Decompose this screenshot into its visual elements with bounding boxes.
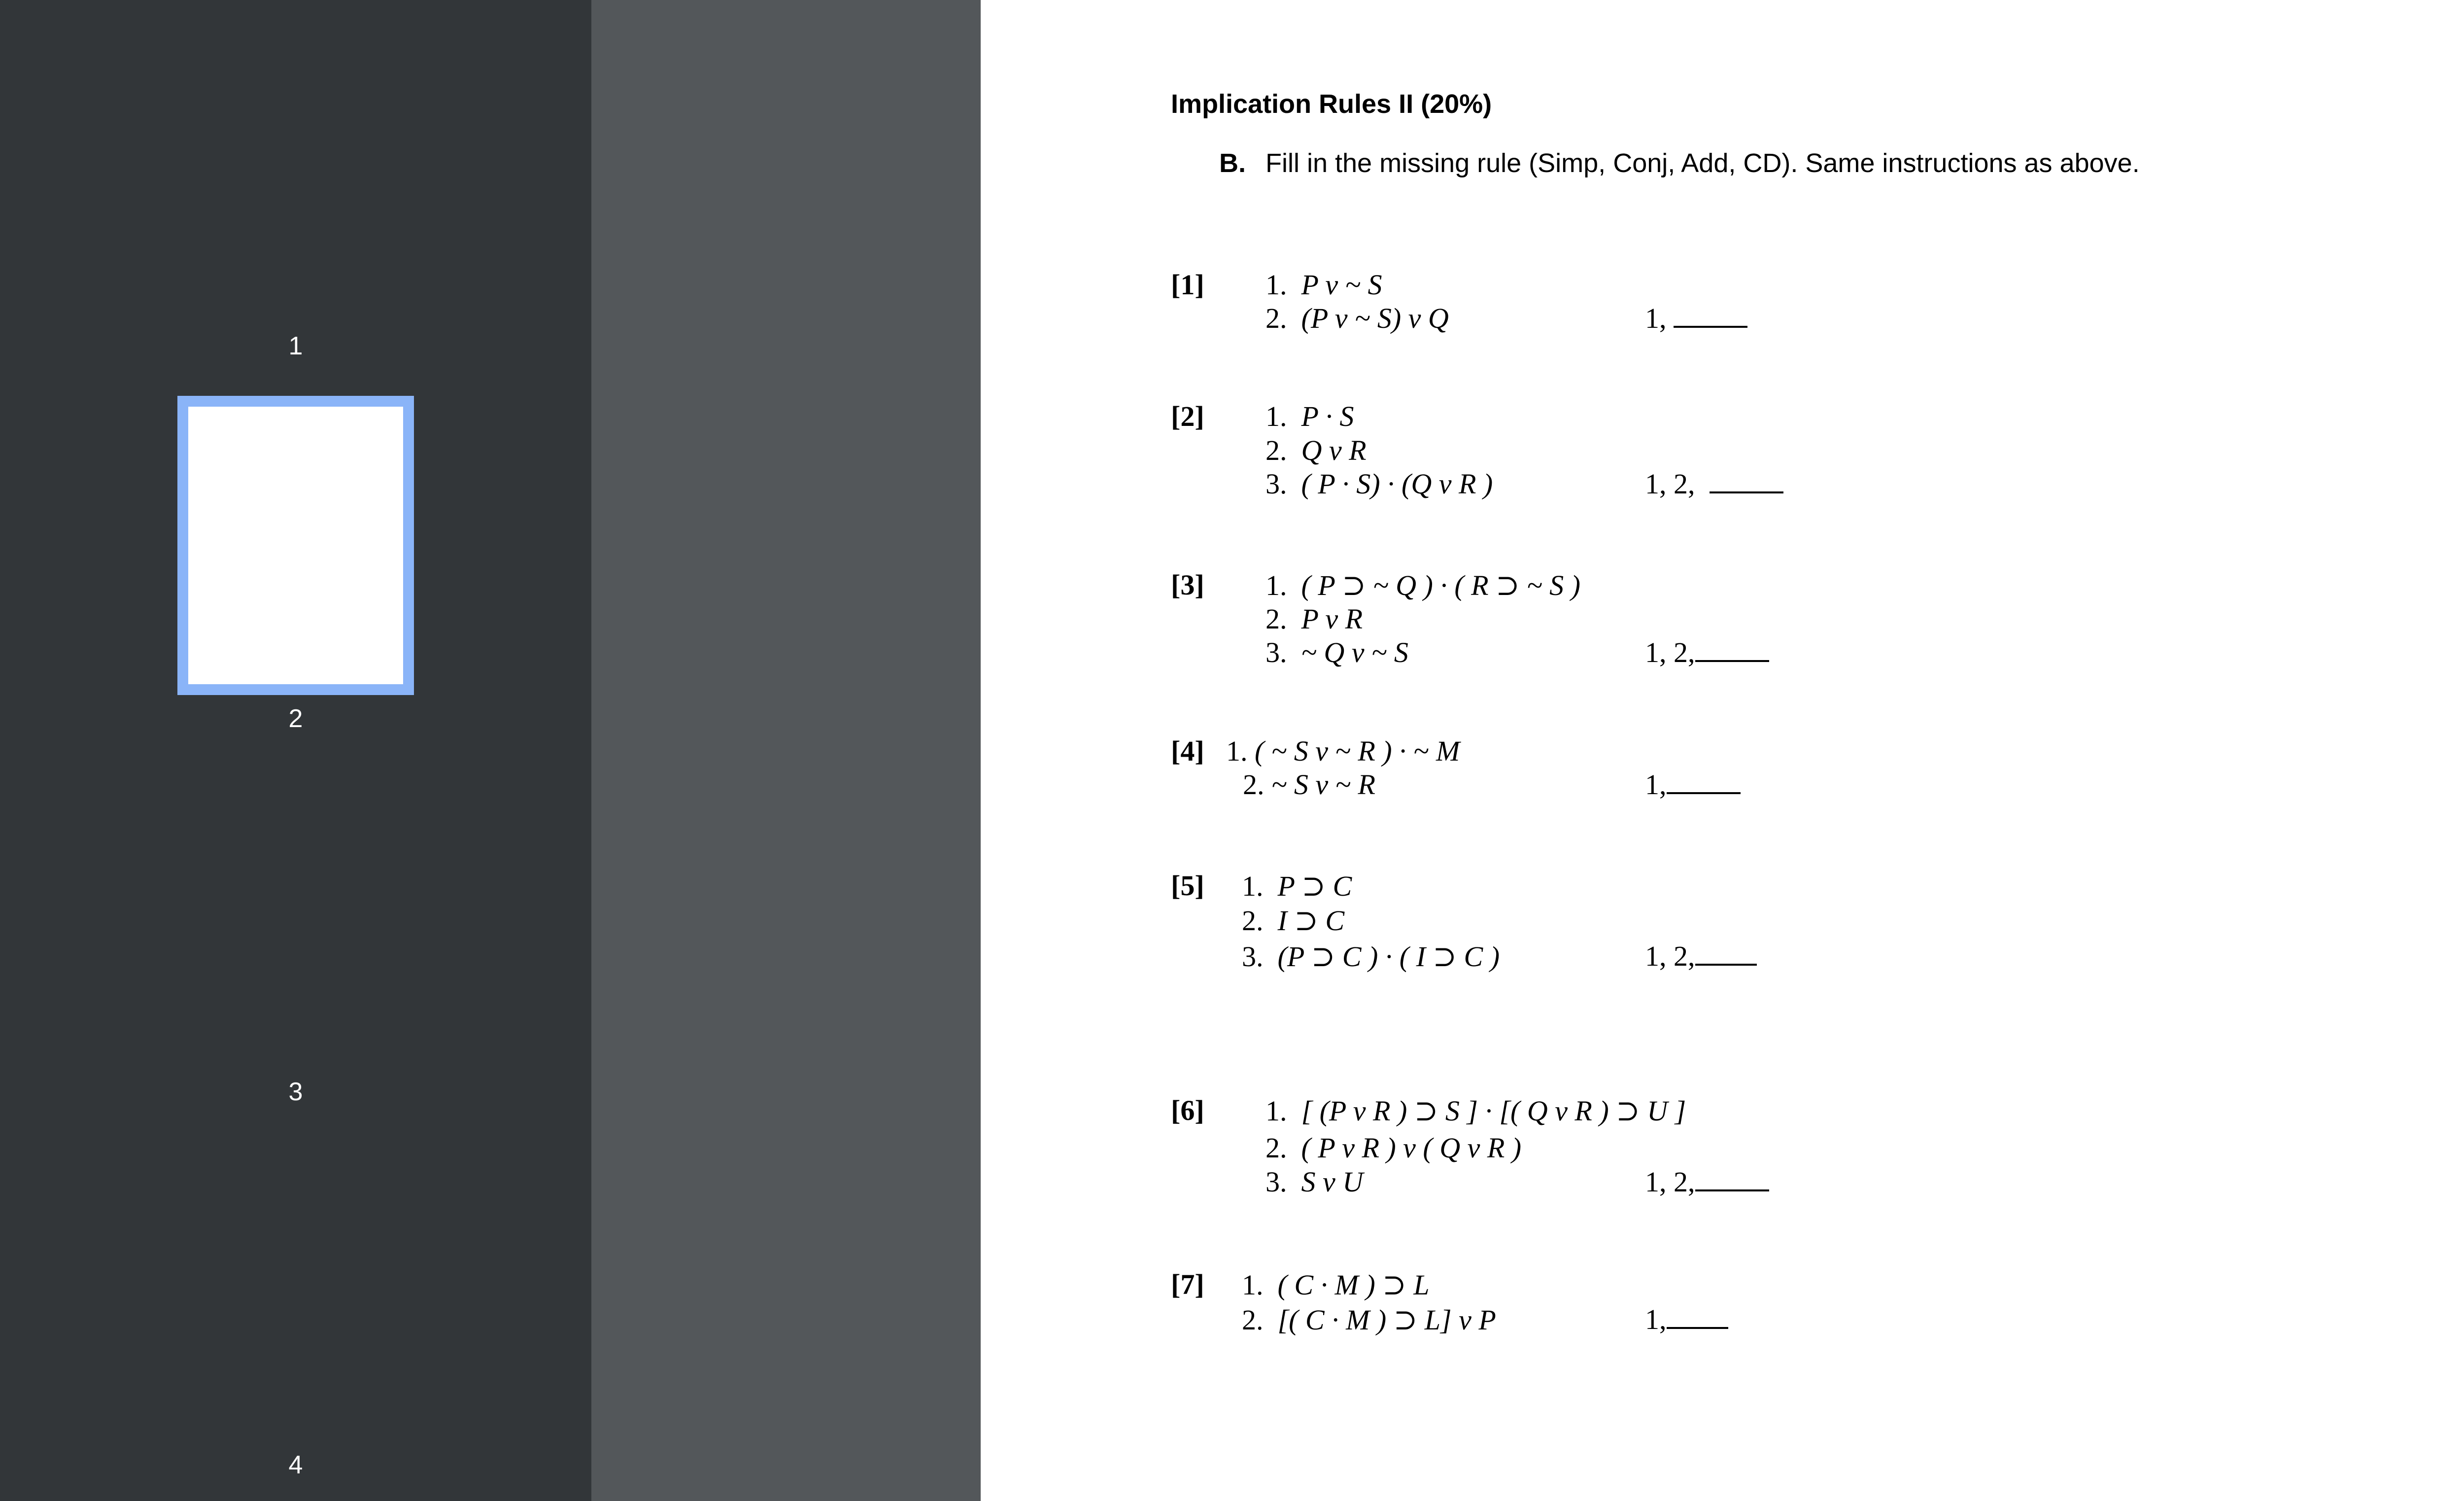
thumbnail-sidebar xyxy=(0,0,591,1501)
line-number: 1. xyxy=(1266,400,1287,432)
line-number: 1. xyxy=(1242,1269,1264,1301)
line-expression: ( P v R ) v ( Q v R ) xyxy=(1301,1132,1522,1164)
line-number: 1. xyxy=(1226,735,1248,767)
line-expression: (P ⊃ C ) · ( I ⊃ C ) xyxy=(1277,941,1500,973)
justification xyxy=(1645,1165,1769,1198)
thumbnail-label-3[interactable]: 3 xyxy=(288,1078,303,1106)
proof-line xyxy=(1242,1303,1496,1336)
section-heading: Implication Rules II (20%) xyxy=(1171,89,1492,119)
line-number: 2. xyxy=(1242,1304,1264,1336)
thumbnail-page-2-selected[interactable] xyxy=(177,396,414,695)
line-expression: ( P · S) · (Q v R ) xyxy=(1301,468,1493,500)
answer-blank[interactable] xyxy=(1695,636,1769,662)
line-expression: [( C · M ) ⊃ L] v P xyxy=(1277,1304,1496,1336)
justification-lines: 1, 2, xyxy=(1645,1166,1695,1198)
line-number: 1. xyxy=(1266,1095,1287,1127)
justification-lines: 1, 2, xyxy=(1645,468,1695,500)
line-number: 2. xyxy=(1266,603,1287,635)
line-number: 1. xyxy=(1266,569,1287,601)
justification xyxy=(1645,768,1741,801)
instructions-text: Fill in the missing rule (Simp, Conj, Add, CD). Same instructions as above. xyxy=(1266,148,2140,178)
line-number: 1. xyxy=(1242,870,1264,902)
justification xyxy=(1645,302,1747,335)
line-expression: S v U xyxy=(1301,1166,1364,1198)
line-expression: ( P ⊃ ~ Q ) · ( R ⊃ ~ S ) xyxy=(1301,569,1580,601)
thumbnail-label-4[interactable]: 4 xyxy=(288,1451,303,1479)
line-number: 2. xyxy=(1266,434,1287,466)
justification xyxy=(1645,940,1757,973)
problem-label: [5] xyxy=(1171,870,1204,902)
answer-blank[interactable] xyxy=(1667,1303,1728,1329)
justification-lines: 1, xyxy=(1645,768,1667,801)
line-expression: I ⊃ C xyxy=(1277,905,1345,937)
proof-line xyxy=(1266,434,1367,467)
proof-line xyxy=(1266,1165,1363,1198)
problem-label: [7] xyxy=(1171,1268,1204,1300)
line-expression: ( ~ S v ~ R ) · ~ M xyxy=(1255,735,1460,767)
line-number: 2. xyxy=(1266,302,1287,334)
proof-line xyxy=(1266,1094,1686,1127)
line-number: 2. xyxy=(1242,905,1264,937)
justification-lines: 1, 2, xyxy=(1645,636,1695,668)
proof-line xyxy=(1242,1268,1429,1301)
justification xyxy=(1645,1303,1728,1336)
line-number: 2. xyxy=(1266,1132,1287,1164)
line-number: 3. xyxy=(1266,636,1287,668)
problem-label: [1] xyxy=(1171,269,1204,301)
line-number: 3. xyxy=(1266,468,1287,500)
line-expression: P ⊃ C xyxy=(1277,870,1352,902)
justification-lines: 1, xyxy=(1645,1303,1667,1335)
proof-line xyxy=(1266,602,1363,635)
proof-line xyxy=(1266,268,1382,301)
proof-line xyxy=(1226,734,1460,768)
line-expression: P v R xyxy=(1301,603,1363,635)
thumbnail-label-2[interactable]: 2 xyxy=(288,704,303,733)
answer-blank[interactable] xyxy=(1695,1166,1769,1191)
thumbnail-label-1[interactable]: 1 xyxy=(288,332,303,360)
line-expression: Q v R xyxy=(1301,434,1367,466)
line-expression: P · S xyxy=(1301,400,1354,432)
section-label: B. xyxy=(1219,148,1246,178)
answer-blank[interactable] xyxy=(1674,302,1747,328)
justification xyxy=(1645,636,1769,669)
answer-blank[interactable] xyxy=(1695,940,1757,966)
proof-line xyxy=(1266,302,1449,335)
proof-line xyxy=(1242,940,1500,973)
problem-label: [3] xyxy=(1171,569,1204,601)
proof-line xyxy=(1242,869,1352,903)
document-page xyxy=(981,0,2464,1501)
line-expression: [ (P v R ) ⊃ S ] · [( Q v R ) ⊃ U ] xyxy=(1301,1095,1686,1127)
justification-lines: 1, 2, xyxy=(1645,940,1695,972)
problem-label: [4] xyxy=(1171,735,1204,767)
proof-line xyxy=(1242,904,1344,937)
line-expression: ~ S v ~ R xyxy=(1271,768,1375,801)
line-expression: (P v ~ S) v Q xyxy=(1301,302,1449,334)
proof-line xyxy=(1243,768,1375,801)
line-expression: ( C · M ) ⊃ L xyxy=(1277,1269,1430,1301)
line-number: 2. xyxy=(1243,768,1265,801)
line-expression: ~ Q v ~ S xyxy=(1301,636,1408,668)
proof-line xyxy=(1266,1131,1521,1164)
proof-line xyxy=(1266,400,1354,433)
justification xyxy=(1645,467,1783,500)
line-number: 3. xyxy=(1242,941,1264,973)
proof-line xyxy=(1266,568,1580,602)
proof-line xyxy=(1266,636,1408,669)
problem-label: [6] xyxy=(1171,1094,1204,1126)
proof-line xyxy=(1266,467,1493,500)
answer-blank[interactable] xyxy=(1710,468,1783,493)
line-number: 1. xyxy=(1266,269,1287,301)
line-number: 3. xyxy=(1266,1166,1287,1198)
line-expression: P v ~ S xyxy=(1301,269,1382,301)
answer-blank[interactable] xyxy=(1667,768,1741,794)
problem-label: [2] xyxy=(1171,400,1204,432)
justification-lines: 1, xyxy=(1645,302,1667,334)
